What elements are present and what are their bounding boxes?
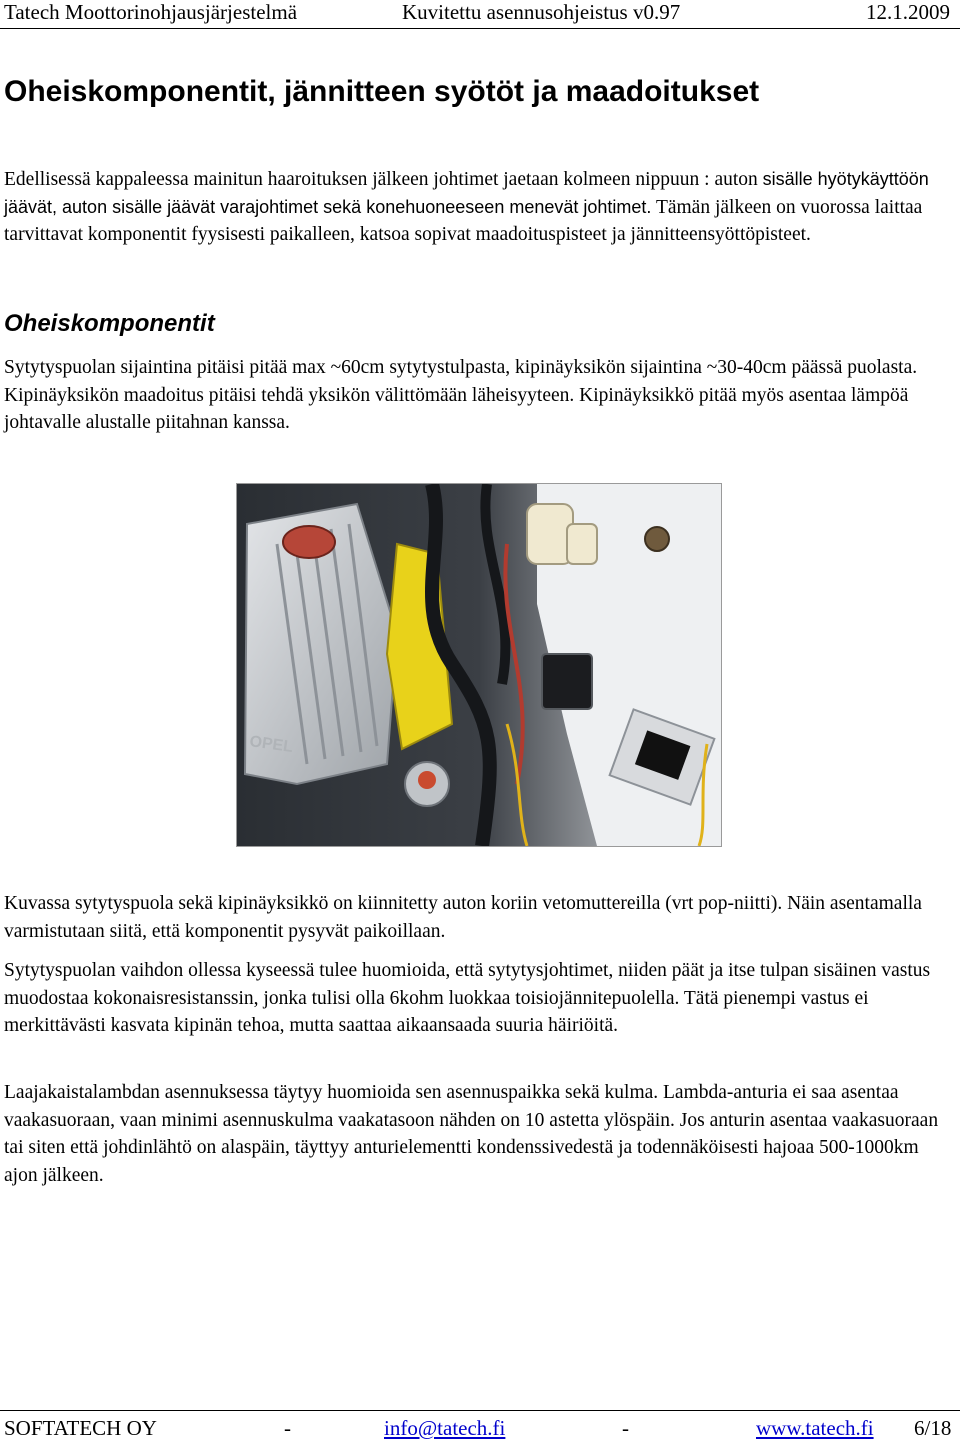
section-title: Oheiskomponentit xyxy=(4,310,215,337)
section-paragraph: Sytytyspuolan sijaintina pitäisi pitää max ~60cm sytytystulpasta, kipinäyksikön sijaintina ~30-40cm päässä puolasta. Kipinäyksikön maadoitus pitäisi tehdä yksikön välittömään läheisyyteen. Kipinäyksikkö pitää myös asentaa lämpöä johtavalle alustalle piitahnan kanssa. xyxy=(4,357,918,433)
page-title: Oheiskomponentit, jännitteen syötöt ja maadoitukset xyxy=(4,75,760,108)
engine-bay-photo xyxy=(236,483,722,847)
intro-paragraph xyxy=(4,166,954,249)
footer-company: SOFTATECH OY xyxy=(4,1416,157,1440)
lambda-paragraph: Laajakaistalambdan asennuksessa täytyy huomioida sen asennuspaikka sekä kulma. Lambda-anturia ei saa asentaa vaakasuoraan, vaan minimi asennuskulma vaakatasoon nähden on 10 astetta ylöspäin. Jos anturin asentaa vaakasuoraan tai siten että johdinlähtö on alaspäin, täyttyy anturielementti kondenssivedestä ja todennäköisesti hajoaa 500-1000km ajon jälkeen. xyxy=(4,1082,939,1186)
intro-text-2: sisälle hyötykäyttöön jäävät, auton sisälle jäävät varajohtimet sekä konehuoneeseen menevät johtimet. xyxy=(4,169,929,217)
photo-caption: Kuvassa sytytyspuola sekä kipinäyksikkö on kiinnitetty auton koriin vetomuttereilla (vrt pop-niitti). Näin asentamalla varmistutaan siitä, että komponentit pysyvät paikoillaan. xyxy=(4,893,922,942)
header-date: 12.1.2009 xyxy=(866,0,950,24)
page-header xyxy=(0,0,960,29)
engine-bay-illustration xyxy=(237,484,721,846)
footer-separator-2: - xyxy=(622,1416,629,1440)
intro-text-1: Edellisessä kappaleessa mainitun haaroituksen jälkeen johtimet jaetaan kolmeen nippuun : auton xyxy=(4,169,758,190)
intro-text-3: Tämän jälkeen on vuorossa laittaa tarvittavat komponentit fyysisesti paikalleen, katsoa sopivat maadoituspisteet ja jännitteensyöttöpisteet. xyxy=(4,196,923,245)
header-document-title: Tatech Moottorinohjausjärjestelmä xyxy=(4,0,298,24)
footer-email-link[interactable]: info@tatech.fi xyxy=(384,1416,506,1440)
page-footer xyxy=(0,1410,960,1445)
header-guide-version: Kuvitettu asennusohjeistus v0.97 xyxy=(402,0,681,24)
footer-separator-1: - xyxy=(284,1416,291,1440)
engine-cover-logo: OPEL xyxy=(248,733,294,757)
ignition-paragraph: Sytytyspuolan vaihdon ollessa kyseessä tulee huomioida, että sytytysjohtimet, niiden päät ja itse tulpan sisäinen vastus muodostaa kokonaisresistanssin, jonka tulisi olla 6kohm luokkaa toisiojännitepuolella. Tätä pienempi vastus ei merkittävästi kasvata kipinän tehoa, mutta saattaa aikaansaada suuria häiriöitä. xyxy=(4,960,931,1036)
footer-page-number: 6/18 xyxy=(914,1416,952,1440)
footer-website-link[interactable]: www.tatech.fi xyxy=(756,1416,874,1440)
